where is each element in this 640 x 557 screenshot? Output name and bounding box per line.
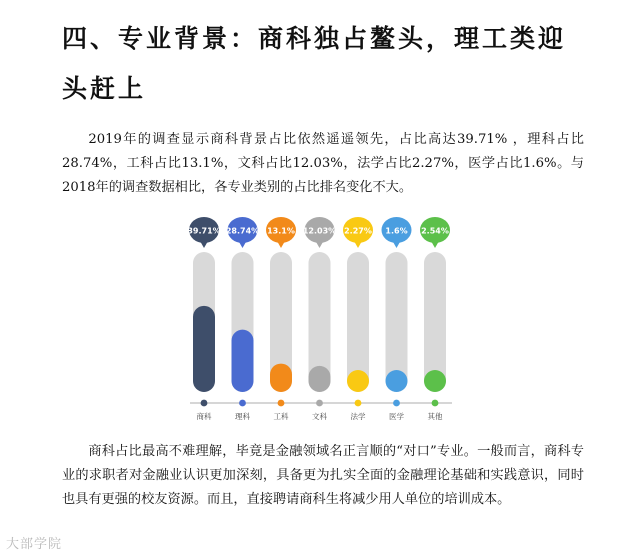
bar-value <box>193 306 215 392</box>
category-dot <box>432 400 439 407</box>
bar-value <box>386 370 408 392</box>
data-label: 39.71% <box>187 226 221 236</box>
tick-label: 理科 <box>235 412 250 421</box>
bar-value <box>309 366 331 392</box>
tick-label: 医学 <box>389 412 404 421</box>
data-label: 12.03% <box>302 226 337 236</box>
category-dot <box>239 400 246 407</box>
analysis-paragraph: 商科占比最高不难理解，毕竟是金融领域名正言顺的“对口”专业。一般而言，商科专业的求职者对金融业认识更加深刻，具备更为扎实全面的金融理论基础和实践意识，同时也具有更强的校友资源。而且，直接聘请商科生将减少用人单位的培训成本。 <box>62 444 584 507</box>
bar-value <box>347 370 369 392</box>
bar-value <box>270 364 292 392</box>
data-label: 1.6% <box>385 226 408 236</box>
bar-value <box>424 370 446 392</box>
data-label: 2.27% <box>344 226 372 236</box>
chart-svg <box>176 210 466 430</box>
data-label: 28.74% <box>225 226 260 236</box>
category-dot <box>355 400 362 407</box>
category-dot <box>316 400 323 407</box>
category-dot <box>393 400 400 407</box>
category-dot <box>278 400 285 407</box>
data-label: 2.54% <box>421 226 449 236</box>
intro-paragraph: 2019年的调查显示商科背景占比依然遥遥领先，占比高达39.71% ，理科占比28.74%，工科占比13.1%，文科占比12.03%，法学占比2.27%，医学占比1.6%。与2018年的调查数据相比，各专业类别的占比排名变化不大。 <box>62 132 584 195</box>
bar-value <box>232 330 254 392</box>
category-dot <box>201 400 208 407</box>
tick-label: 商科 <box>196 412 212 421</box>
tick-label: 文科 <box>312 412 327 421</box>
section-heading: 四、专业背景：商科独占鳌头，理工类迎头赶上 <box>62 24 567 103</box>
data-label: 13.1% <box>267 226 295 236</box>
tick-label: 法学 <box>350 412 366 421</box>
tick-label: 其他 <box>427 412 443 421</box>
tick-label: 工科 <box>273 412 289 421</box>
major-share-chart <box>176 210 466 430</box>
watermark: 大部学院 <box>6 537 63 552</box>
